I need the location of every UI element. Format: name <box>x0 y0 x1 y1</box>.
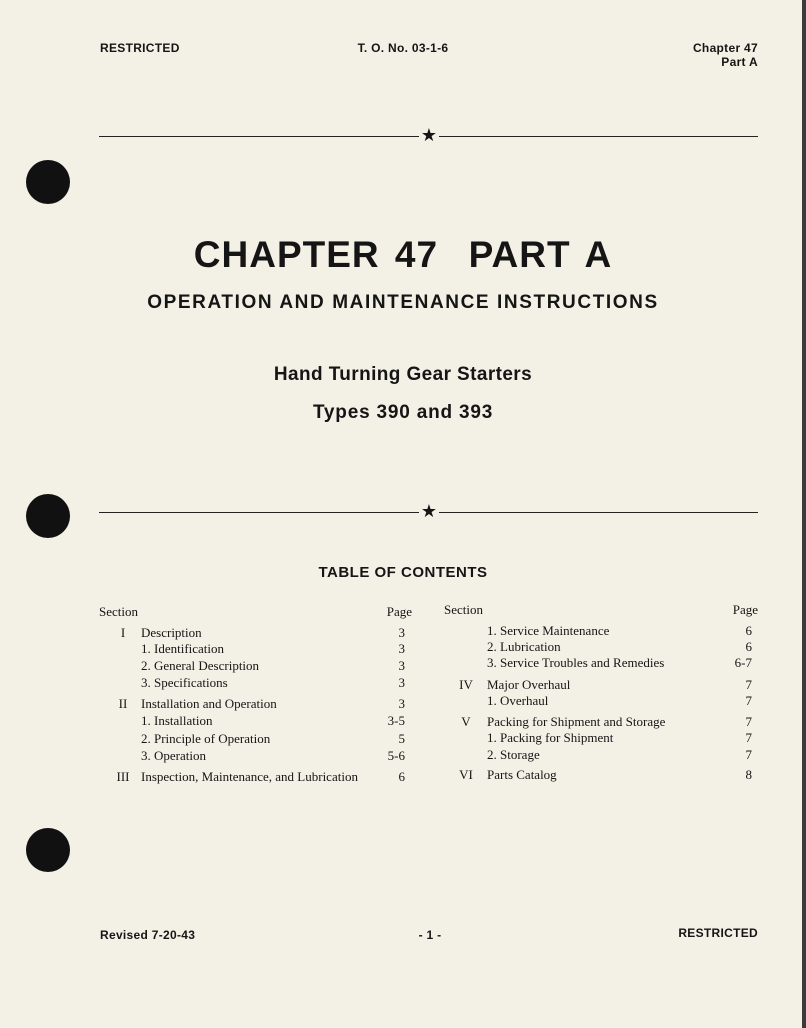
toc-page-number: 3 <box>398 675 405 690</box>
toc-page-number: 7 <box>745 693 752 708</box>
toc-section-numeral: II <box>118 696 128 711</box>
toc-section-label: Packing for Shipment and Storage <box>487 714 666 729</box>
footer-revision: Revised 7-20-43 <box>100 928 196 942</box>
toc-right-section-header: Section <box>444 602 483 617</box>
toc-page-number: 3 <box>398 625 405 640</box>
top-divider-star-icon: ★ <box>420 125 438 146</box>
footer-page-number: - 1 - <box>418 928 442 942</box>
toc-page-number: 7 <box>745 730 752 745</box>
equipment-title: Hand Turning Gear Starters <box>273 364 533 385</box>
toc-page-number: 7 <box>745 677 752 692</box>
toc-page-number: 8 <box>745 767 752 782</box>
document-subtitle: OPERATION AND MAINTENANCE INSTRUCTIONS <box>147 292 659 313</box>
toc-section-label: Description <box>141 625 202 640</box>
toc-page-number: 5-6 <box>387 748 405 763</box>
binder-hole-top <box>26 160 70 204</box>
toc-page-number: 3 <box>398 641 405 656</box>
toc-section-numeral: III <box>116 769 130 784</box>
toc-page-number: 6-7 <box>734 655 752 670</box>
toc-subsection-label: 1. Installation <box>141 713 213 728</box>
toc-page-number: 3 <box>398 696 405 711</box>
toc-page-number: 5 <box>398 731 405 746</box>
header-chapter: Chapter 47 <box>692 41 758 55</box>
toc-section-label: Parts Catalog <box>487 767 557 782</box>
toc-left-page-header: Page <box>386 604 412 619</box>
toc-subsection-label: 1. Identification <box>141 641 225 656</box>
header-classification: RESTRICTED <box>100 41 180 55</box>
toc-subsection-label: 1. Overhaul <box>487 693 549 708</box>
toc-subsection-label: 3. Operation <box>141 748 206 763</box>
toc-subsection-label: 3. Service Troubles and Remedies <box>487 655 665 670</box>
toc-left-section-header: Section <box>99 604 138 619</box>
toc-subsection-label: 1. Service Maintenance <box>487 623 610 638</box>
toc-subsection-label: 1. Packing for Shipment <box>487 730 614 745</box>
binder-hole-bottom <box>26 828 70 872</box>
equipment-types: Types 390 and 393 <box>312 402 494 423</box>
footer-classification: RESTRICTED <box>678 926 758 940</box>
toc-page-number: 6 <box>745 639 752 654</box>
toc-section-label: Installation and Operation <box>141 696 277 711</box>
toc-page-number: 6 <box>398 769 405 784</box>
toc-subsection-label: 2. Principle of Operation <box>141 731 271 746</box>
toc-page-number: 6 <box>745 623 752 638</box>
toc-page-number: 7 <box>745 747 752 762</box>
header-part: Part A <box>721 55 758 69</box>
toc-section-numeral: IV <box>459 677 473 692</box>
toc-section-label: Inspection, Maintenance, and Lubrication <box>141 769 358 784</box>
toc-section-numeral: I <box>120 625 126 640</box>
toc-page-number: 3-5 <box>387 713 405 728</box>
toc-subsection-label: 2. Lubrication <box>487 639 561 654</box>
toc-section-label: Major Overhaul <box>487 677 571 692</box>
toc-section-numeral: VI <box>459 767 473 782</box>
binder-hole-middle <box>26 494 70 538</box>
toc-page-number: 3 <box>398 658 405 673</box>
chapter-title: CHAPTER 47 PART A <box>193 234 613 275</box>
toc-subsection-label: 3. Specifications <box>141 675 228 690</box>
toc-page-number: 7 <box>745 714 752 729</box>
header-document-number: T. O. No. 03-1-6 <box>357 41 449 55</box>
toc-heading: TABLE OF CONTENTS <box>318 564 488 581</box>
bottom-divider-star-icon: ★ <box>420 501 438 522</box>
toc-subsection-label: 2. Storage <box>487 747 540 762</box>
toc-right-page-header: Page <box>732 602 758 617</box>
page-edge <box>802 0 806 1028</box>
toc-subsection-label: 2. General Description <box>141 658 260 673</box>
toc-section-numeral: V <box>461 714 471 729</box>
